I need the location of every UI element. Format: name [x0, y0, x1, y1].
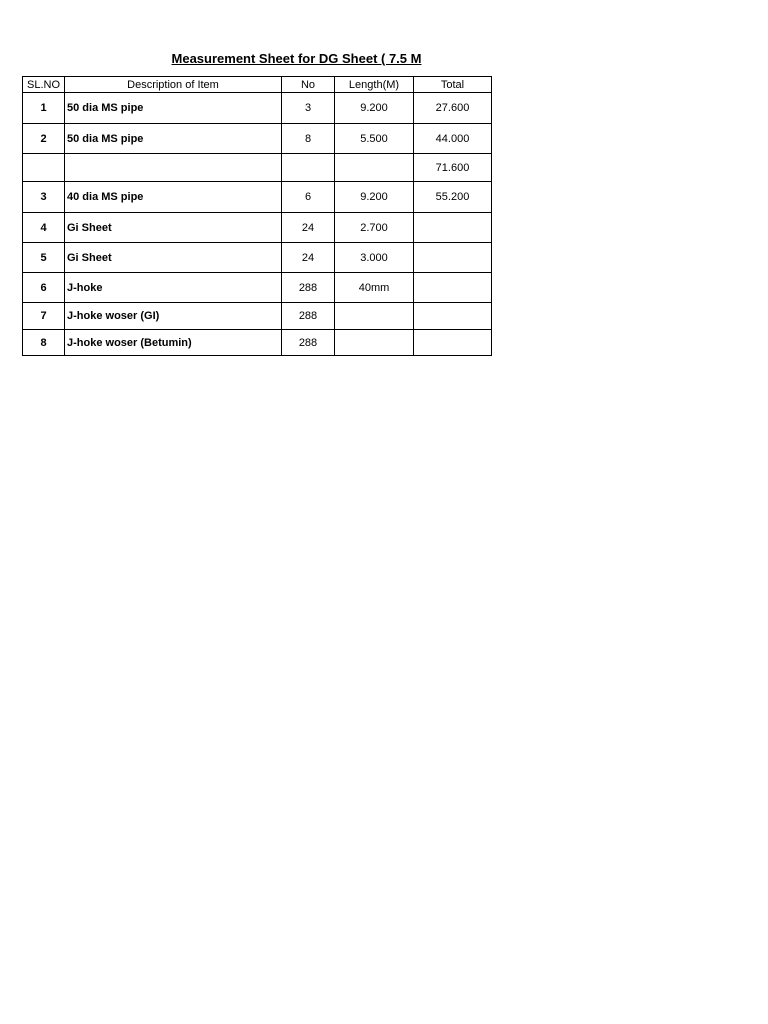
cell-description: 50 dia MS pipe — [65, 124, 282, 154]
measurement-table — [22, 76, 492, 356]
cell-total: 27.600 — [414, 93, 492, 124]
sheet-title: Measurement Sheet for DG Sheet ( 7.5 M — [171, 51, 422, 66]
cell-description: J-hoke — [65, 273, 282, 303]
cell-length: 3.000 — [335, 243, 414, 273]
cell-description: 40 dia MS pipe — [65, 182, 282, 213]
table-row — [23, 213, 492, 243]
cell-sl-no: 4 — [23, 213, 65, 243]
cell-description: J-hoke woser (Betumin) — [65, 330, 282, 356]
cell-description: Gi Sheet — [65, 243, 282, 273]
cell-description: J-hoke woser (GI) — [65, 303, 282, 330]
table-row — [23, 124, 492, 154]
table-row — [23, 243, 492, 273]
cell-length: 40mm — [335, 273, 414, 303]
cell-sl-no: 2 — [23, 124, 65, 154]
cell-length: 9.200 — [335, 182, 414, 213]
cell-sl-no: 3 — [23, 182, 65, 213]
header-total: Total — [414, 77, 492, 93]
cell-length: 2.700 — [335, 213, 414, 243]
cell-length — [335, 154, 414, 182]
sheet-title-area — [22, 50, 493, 72]
cell-no: 8 — [282, 124, 335, 154]
table-row — [23, 330, 492, 356]
cell-sl-no: 7 — [23, 303, 65, 330]
cell-length: 5.500 — [335, 124, 414, 154]
cell-no — [282, 154, 335, 182]
cell-total — [414, 213, 492, 243]
cell-no: 6 — [282, 182, 335, 213]
cell-total — [414, 243, 492, 273]
cell-no: 3 — [282, 93, 335, 124]
cell-total: 71.600 — [414, 154, 492, 182]
table-row — [23, 273, 492, 303]
cell-length: 9.200 — [335, 93, 414, 124]
table-row — [23, 303, 492, 330]
table-row — [23, 182, 492, 213]
cell-description: Gi Sheet — [65, 213, 282, 243]
table-row-subtotal — [23, 154, 492, 182]
cell-sl-no — [23, 154, 65, 182]
cell-length — [335, 330, 414, 356]
header-description: Description of Item — [65, 77, 282, 93]
cell-sl-no: 5 — [23, 243, 65, 273]
cell-total: 55.200 — [414, 182, 492, 213]
cell-no: 288 — [282, 303, 335, 330]
cell-no: 288 — [282, 273, 335, 303]
cell-no: 24 — [282, 213, 335, 243]
cell-no: 24 — [282, 243, 335, 273]
cell-length — [335, 303, 414, 330]
cell-sl-no: 8 — [23, 330, 65, 356]
cell-total — [414, 330, 492, 356]
cell-total — [414, 303, 492, 330]
header-length: Length(M) — [335, 77, 414, 93]
cell-total — [414, 273, 492, 303]
cell-description — [65, 154, 282, 182]
cell-sl-no: 1 — [23, 93, 65, 124]
cell-no: 288 — [282, 330, 335, 356]
cell-sl-no: 6 — [23, 273, 65, 303]
cell-total: 44.000 — [414, 124, 492, 154]
cell-description: 50 dia MS pipe — [65, 93, 282, 124]
header-row — [23, 77, 492, 93]
header-no: No — [282, 77, 335, 93]
header-sl-no: SL.NO — [23, 77, 65, 93]
table-row — [23, 93, 492, 124]
